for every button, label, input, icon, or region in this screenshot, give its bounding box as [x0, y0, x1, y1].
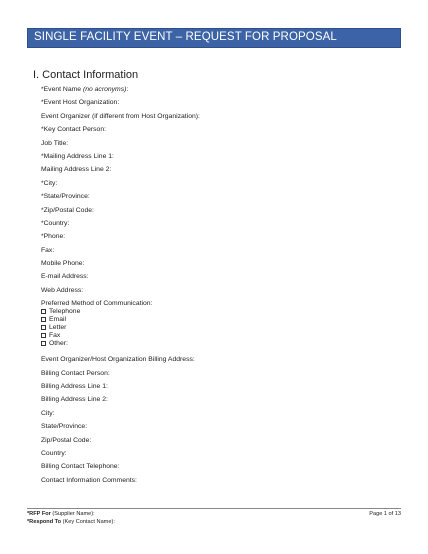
field-billing-contact-person: Billing Contact Person: — [41, 369, 110, 377]
option-email[interactable]: Email — [41, 316, 401, 324]
field-event-name-colon: : — [126, 86, 129, 93]
field-billing-contact-telephone: Billing Contact Telephone: — [41, 463, 120, 471]
checkbox-icon[interactable] — [41, 341, 46, 346]
field-billing-state-province: State/Province: — [41, 423, 88, 431]
checkbox-icon[interactable] — [41, 317, 46, 322]
page-number: Page 1 of 13 — [369, 511, 401, 517]
field-state-province: *State/Province: — [41, 193, 90, 201]
field-email-address: E-mail Address: — [41, 273, 89, 281]
footer-rfp-for: *RFP For (Supplier Name): — [27, 511, 95, 517]
title-banner — [27, 28, 401, 48]
field-billing-address-line-2: Billing Address Line 2: — [41, 396, 108, 404]
field-event-organizer: Event Organizer (if different from Host Organization): — [41, 112, 200, 120]
option-telephone[interactable]: Telephone — [41, 308, 401, 316]
field-mailing-address-line-1: *Mailing Address Line 1: — [41, 152, 114, 160]
field-event-name-label: *Event Name — [41, 86, 83, 93]
field-event-name-note: (no acronyms) — [82, 86, 127, 93]
field-contact-information-comments: Contact Information Comments: — [41, 476, 137, 484]
section-heading-contact-information: I. Contact Information — [33, 69, 139, 81]
field-billing-address: Event Organizer/Host Organization Billing Address: — [41, 356, 195, 364]
field-country: *Country: — [41, 219, 70, 227]
footer-info — [27, 511, 115, 526]
footer-divider — [27, 508, 401, 509]
field-fax: Fax: — [41, 246, 55, 254]
field-billing-country: Country: — [41, 449, 67, 457]
field-event-host-organization: *Event Host Organization: — [41, 99, 120, 107]
option-letter[interactable]: Letter — [41, 324, 401, 332]
field-zip-postal-code: *Zip/Postal Code: — [41, 206, 94, 214]
document-title: SINGLE FACILITY EVENT – REQUEST FOR PROPOSAL — [34, 31, 337, 43]
field-event-name — [41, 86, 401, 99]
field-billing-city: City: — [41, 409, 55, 417]
field-billing-zip-postal-code: Zip/Postal Code: — [41, 436, 92, 444]
option-fax[interactable]: Fax — [41, 332, 401, 340]
checkbox-icon[interactable] — [41, 333, 46, 338]
field-phone: *Phone: — [41, 233, 66, 241]
footer-respond-to: *Respond To (Key Contact Name): — [27, 518, 115, 525]
field-preferred-communication — [41, 300, 401, 348]
preferred-communication-label: Preferred Method of Communication: — [41, 300, 153, 308]
checkbox-icon[interactable] — [41, 309, 46, 314]
field-mailing-address-line-2: Mailing Address Line 2: — [41, 166, 112, 174]
field-city: *City: — [41, 179, 58, 187]
field-billing-address-line-1: Billing Address Line 1: — [41, 383, 108, 391]
field-key-contact-person: *Key Contact Person: — [41, 126, 106, 134]
contact-fields — [41, 86, 401, 490]
checkbox-icon[interactable] — [41, 325, 46, 330]
field-job-title: Job Title: — [41, 139, 69, 147]
field-web-address: Web Address: — [41, 286, 84, 294]
option-other[interactable]: Other: — [41, 340, 401, 348]
field-mobile-phone: Mobile Phone: — [41, 260, 85, 268]
